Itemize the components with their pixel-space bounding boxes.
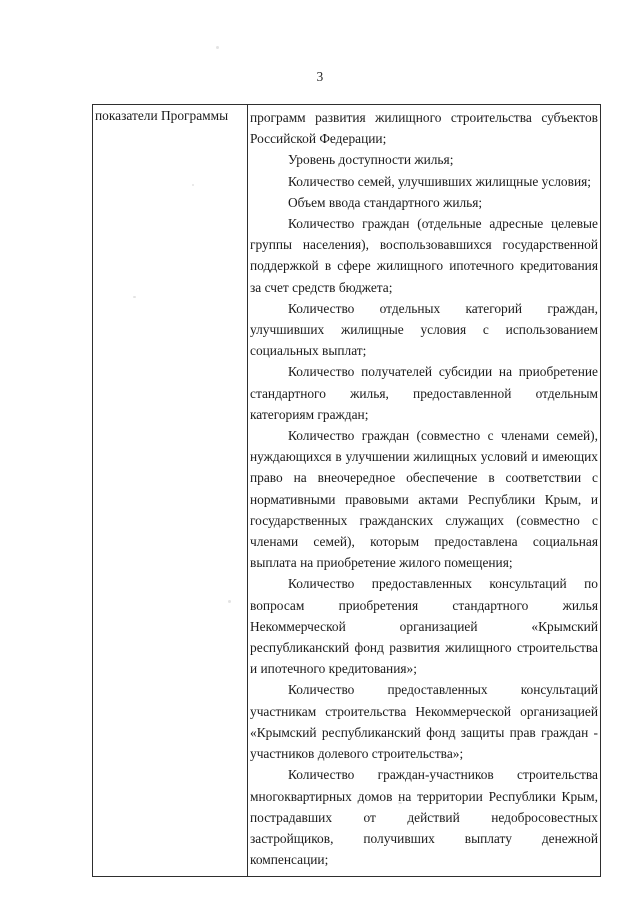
body-paragraph: Количество получателей субсидии на приобретение стандартного жилья, предоставленной отдельным категориям граждан; bbox=[250, 364, 598, 422]
body-paragraph: Количество отдельных категорий граждан, улучшивших жилищные условия с использованием социальных выплат; bbox=[250, 300, 598, 359]
body-paragraph: Объем ввода стандартного жилья; bbox=[288, 194, 483, 210]
row-label-text: показатели Программы bbox=[95, 108, 229, 123]
body-paragraph: Количество граждан (совместно с членами семей), нуждающихся в улучшении жилищных условий и имеющих право на внеочередное обеспечение в соответствии с нормативными правовыми актами Республики Крым, и государственных гражданских служащих (совместно с членами семей), которым предоставлена социальная выплата на приобретение жилого помещения; bbox=[250, 428, 598, 571]
table-body bbox=[93, 105, 601, 877]
body-paragraph: Количество граждан (отдельные адресные целевые группы населения), воспользовавшихся государственной поддержкой в сфере жилищного ипотечного кредитования за счет средств бюджета; bbox=[250, 216, 598, 295]
body-paragraph: программ развития жилищного строительства субъектов Российской Федерации; bbox=[250, 110, 598, 147]
table-row bbox=[93, 105, 601, 877]
body-paragraph: Количество предоставленных консультаций по вопросам приобретения стандартного жилья Некоммерческой организацией «Крымский республиканский фонд развития жилищного строительства и ипотечного кредитования»; bbox=[250, 576, 598, 677]
page-number: 3 bbox=[316, 69, 324, 84]
content-table bbox=[92, 104, 601, 877]
label-cell-inner bbox=[93, 105, 247, 130]
table-cell-body bbox=[248, 105, 601, 877]
body-paragraph: Количество предоставленных консультаций участникам строительства Некоммерческой организацией «Крымский республиканский фонд защиты прав граждан - участников долевого строительства»; bbox=[250, 682, 598, 762]
scan-speckle bbox=[216, 46, 219, 49]
body-paragraph: Уровень доступности жилья; bbox=[288, 152, 454, 168]
row-body-text bbox=[250, 107, 598, 870]
body-cell-inner bbox=[248, 105, 600, 876]
body-paragraph: Количество граждан-участников строительства многоквартирных домов на территории Республики Крым, пострадавших от действий недобросовестных застройщиков, получивших выплату денежной компенсации; bbox=[250, 767, 598, 868]
body-paragraph: Количество семей, улучшивших жилищные условия; bbox=[288, 173, 591, 189]
table-cell-label bbox=[93, 105, 248, 877]
